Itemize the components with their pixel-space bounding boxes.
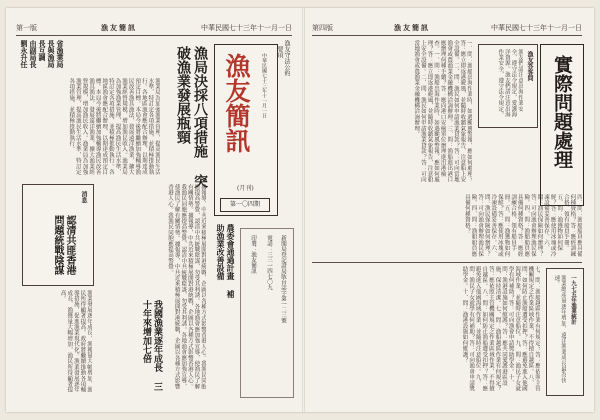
bottom-right-label: 一九七五年漁業統計 [570,275,576,325]
right-header-rule [312,35,582,36]
left-header-date: 中華民國七十三年十一月一日 [201,24,292,32]
right-paper-name: 漁友簡訊 [394,23,430,32]
bottom-right-box [546,268,584,396]
poem-box-text: 漁友們請注意出海作業安全，遵守法令規定，愛護海洋資源。漁友們請注意出海作業安全，遵守法令規定。 [497,49,523,118]
lower-box-label: 消息 [80,191,87,203]
oath-strip-title: 漁友守法公約 [283,40,290,76]
poem-box [478,44,538,128]
lower-left-box [22,184,94,286]
left-body-text-3: 漁業發展逐年成長，漁獲量大幅增加，漁民所得顯著提高。政府將繼續推動各項輔導措施，促進漁業現代化。漁業發展逐年成長，漁獲量大幅增加，漁民所得顯著提高。 [59,290,92,393]
masthead-box [214,44,278,216]
right-mid-rule [312,262,582,263]
issue-number: 第一〇四期 [220,198,270,212]
mid-headline: 農委會通過計畫 補助漁業改善設備 [216,224,236,298]
left-page-number: 第一版 [16,24,37,32]
top-left-headline: 省漁業局長與漁局長互調 由副局長劉永升任 [20,40,65,68]
practical-issues-title: 實際問題處理 [551,55,573,169]
bottom-right-text: 漁業總產量逐年增加，遠洋漁業成長最為快速。 [553,275,566,384]
registration-line: 新聞局登記證局版台誌字第一二三號 [280,235,286,323]
bottom-headline: 我國漁業逐年成長 三十年來增加七倍 [141,300,162,391]
main-headline: 漁局決採八項措施 突破漁業發展瓶頸 [175,46,208,188]
left-page-header [16,22,292,34]
right-body-text-2: 四、問：漁船船員應具備何種資格？答：應經訓練合格，領有船員手冊。五、問：漁獲物如何保鮮？答：應使用冰塊或冷凍設備妥善保存。六、問：漁民保險如何辦理？答：可向漁會辦理漁民保險。四、問：漁船船員應具備何種資格？答：應經訓練合格，領有船員手冊。五、問：漁獲物如何保鮮？答：應使用冰塊或冷凍設備妥善保存。六、問：漁民保險如何辦理？答：可向漁會辦理漁民保險。四、問：漁船船員應具備何種資格？ [463,194,582,257]
right-page-number: 第四版 [312,24,333,32]
left-body-text-2: 據報導，中共近來積極展開對港統戰，企圖以各種方式影響香港人心。我漁民同胞應提高警覺，認清中共統戰陰謀，勿受其利誘。各地漁會應加強宣導，使漁民了解有關情勢。據報導，中共近來積極展開對港統戰，企圖以各種方式影響香港人心。我漁民同胞應提高警覺，認清中共統戰陰謀，勿受其利誘。各地漁會應加強宣導，使漁民了解有關情勢。據報導，中共近來積極展開對港統戰，企圖以各種方式影響香港人心。我漁民同胞應提高警覺。 [167,184,206,390]
masthead-logo: 漁友簡訊 [222,53,251,153]
right-body-text-1: 一、問：漁船出海作業時，如遇颱風警報，應如何處理？答：應立即返港避風，並隨時收聽氣象報告，注意船上安全設備。二、問：漁民如何申請漁業貸款？答：可向當地漁會或農漁業金融機構洽詢辦理。三、問：漁船進出港口應辦理何種手續？答：應向港口安檢單位辦理進出港檢查。一、問：漁船出海作業時，如遇颱風警報，應如何處理？答：應立即返港避風，並隨時收聽氣象報告，注意船上安全設備。二、問：漁民如何申請漁業貸款？答：可向當地漁會或農漁業金融機構洽詢辦理。 [413,40,472,183]
center-fold [302,8,305,412]
masthead-frequency: (月刊) [237,185,254,192]
right-header-date: 中華民國七十三年十一月一日 [491,24,582,32]
poem-box-title: 漁友答客問 [526,51,533,81]
left-paper-name: 漁友簡訊 [101,23,137,32]
left-body-text-1: 漁業局為加強漁業管理，提高漁民生活水準，特訂定各項措施，並積極推動執行。各地區漁會應配合辦理，以期達成預定目標。本局今後將繼續加強輔導漁民改善漁具漁法，發展遠洋漁業，擴大漁業經營規模，增加漁民收入。漁業局為加強漁業管理，提高漁民生活水準，特訂定各項措施，並積極推動執行。各地區漁會應配合辦理，以期達成預定目標。本局今後將繼續加強輔導漁民改善漁具漁法，發展遠洋漁業，擴大漁業經營規模，增加漁民收入。漁業局為加強漁業管理，提高漁民生活水準，特訂定各項措施，並積極推動執行。 [68,78,160,175]
right-body-text-3: 七、問：漁船越區作業有何規定？答：應依照主管機關規定之作業區域作業，不得擅自越區。八、問：如何防止漁船遭受扣押？答：應避免進入他國海域作業，並隨時注意船位。九、問：漁民子女就學有何補助？答：可向漁會申請獎助學金。十、問：漁港設施如何維護？答：應共同愛護港區設施，保持清潔。七、問：漁船越區作業有何規定？答：應依照主管機關規定之作業區域作業，不得擅自越區。八、問：如何防止漁船遭受扣押？答：應避免進入他國海域作業，並隨時注意船位。九、問：漁民子女就學有何補助？答：可向漁會申請獎助學金。十、問：漁港設施如何維護？ [461,266,540,392]
right-page-header [312,22,582,34]
lower-box-title: 認清共匪香港問題統戰陰謀 [52,215,75,275]
practical-issues-box [540,44,584,206]
publisher-info-box [240,228,294,398]
masthead-date: 中華民國七十三年十一月一日 [261,53,267,118]
footer-printer: 印製：漁友簡訊 [250,235,256,274]
footer-phone: 電話：三三一四七〇九 [266,235,272,290]
left-header-rule [16,35,292,36]
oath-strip-sub: 要項 [276,46,283,58]
